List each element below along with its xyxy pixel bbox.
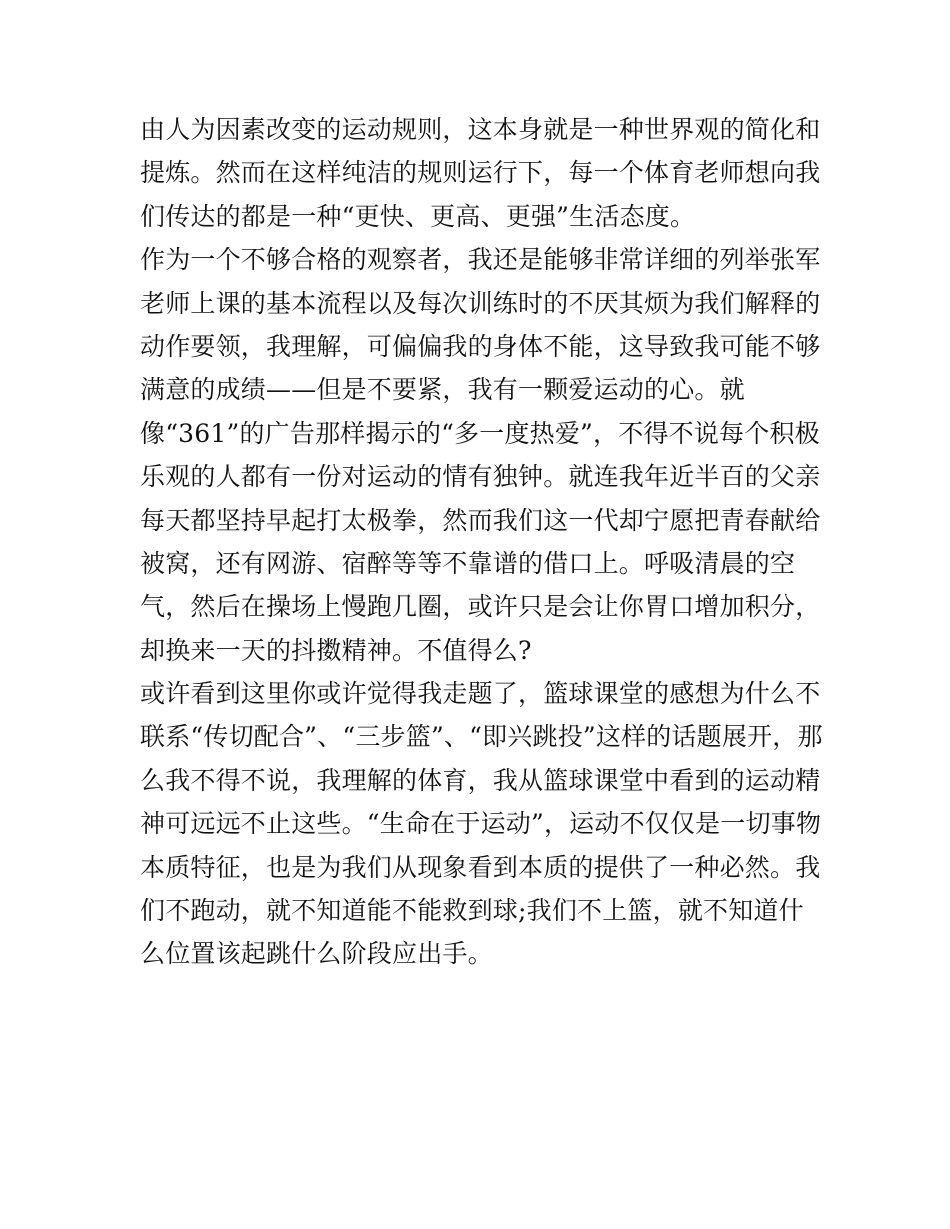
text-line: 联系“传切配合”、“三步篮”、“即兴跳投”这样的话题展开，那 — [140, 722, 823, 752]
text-line: 像“361”的广告那样揭示的“多一度热爱”，不得不说每个积极 — [140, 418, 820, 448]
text-line: 由人为因素改变的运动规则，这本身就是一种世界观的简化和 — [140, 115, 821, 144]
text-line: 本质特征，也是为我们从现象看到本质的提供了一种必然。我 — [140, 852, 821, 882]
text-line: 被窝，还有网游、宿醉等等不靠谱的借口上。呼吸清晨的空 — [140, 548, 796, 578]
text-line: 却换来一天的抖擞精神。不值得么? — [140, 635, 532, 665]
text-line: 么位置该起跳什么阶段应出手。 — [140, 939, 493, 969]
text-line: 们不跑动，就不知道能不能救到球;我们不上篮，就不知道什 — [140, 896, 804, 926]
text-line: 气，然后在操场上慢跑几圈，或许只是会让你胃口增加积分， — [140, 592, 821, 622]
text-line: 乐观的人都有一份对运动的情有独钟。就连我年近半百的父亲 — [140, 462, 821, 492]
text-line: 提炼。然而在这样纯洁的规则运行下，每一个体育老师想向我 — [140, 158, 821, 188]
text-line: 们传达的都是一种“更快、更高、更强”生活态度。 — [140, 201, 696, 231]
body-text — [140, 108, 823, 976]
text-line: 动作要领，我理解，可偏偏我的身体不能，这导致我可能不够 — [140, 331, 821, 361]
text-line: 满意的成绩——但是不要紧，我有一颗爱运动的心。就 — [140, 375, 745, 405]
text-line: 神可远远不止这些。“生命在于运动”，运动不仅仅是一切事物 — [140, 809, 822, 839]
text-line: 老师上课的基本流程以及每次训练时的不厌其烦为我们解释的 — [140, 288, 821, 318]
text-line: 作为一个不够合格的观察者，我还是能够非常详细的列举张军 — [140, 245, 821, 275]
text-line: 每天都坚持早起打太极拳，然而我们这一代却宁愿把青春献给 — [140, 505, 821, 535]
text-line: 或许看到这里你或许觉得我走题了，篮球课堂的感想为什么不 — [140, 679, 821, 709]
text-line: 么我不得不说，我理解的体育，我从篮球课堂中看到的运动精 — [140, 765, 821, 795]
